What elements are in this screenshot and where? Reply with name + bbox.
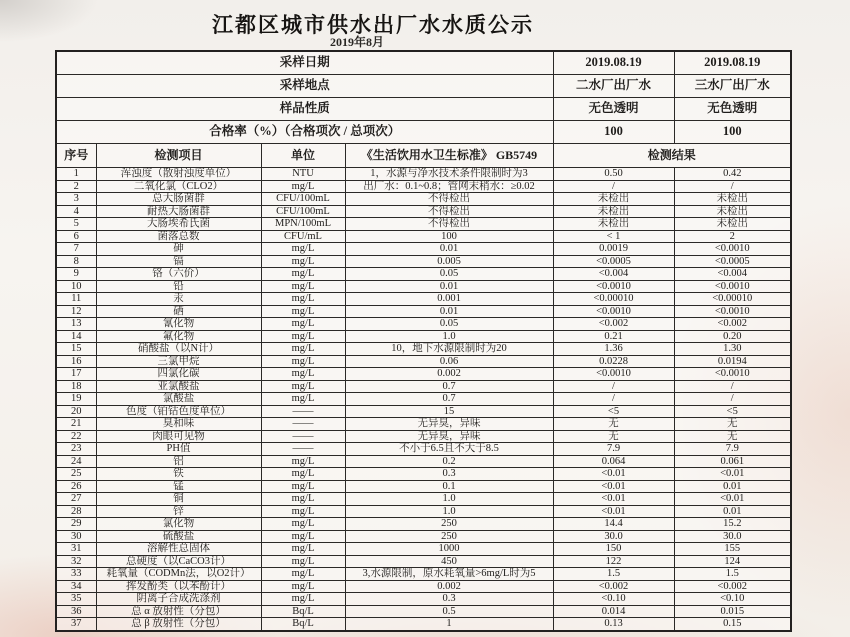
unit-cell: mg/L	[261, 268, 345, 281]
info-row-sample-date	[56, 51, 791, 75]
table-row	[56, 618, 791, 631]
unit-cell: mg/L	[261, 543, 345, 556]
result-plant2-cell: <5	[553, 405, 674, 418]
row-index-cell: 7	[56, 243, 96, 256]
result-plant2-cell: 无	[553, 418, 674, 431]
unit-cell: Bq/L	[261, 618, 345, 631]
result-plant3-cell: /	[674, 393, 791, 406]
row-index-cell: 21	[56, 418, 96, 431]
item-name-cell: 砷	[96, 243, 261, 256]
result-plant3-cell: <0.002	[674, 580, 791, 593]
item-name-cell: 肉眼可见物	[96, 430, 261, 443]
item-name-cell: 耗氧量（CODMn法，以O2计）	[96, 568, 261, 581]
table-body	[56, 51, 791, 631]
item-name-cell: 总大肠菌群	[96, 193, 261, 206]
standard-cell: 不得检出	[345, 218, 553, 231]
result-plant2-cell: <0.002	[553, 580, 674, 593]
unit-cell: mg/L	[261, 343, 345, 356]
item-name-cell: 硝酸盐（以N计）	[96, 343, 261, 356]
result-plant3-cell: 未检出	[674, 218, 791, 231]
result-plant3-cell: 0.01	[674, 505, 791, 518]
row-index-cell: 23	[56, 443, 96, 456]
item-name-cell: 二氧化氯（CLO2）	[96, 180, 261, 193]
result-plant2-cell: <0.0010	[553, 280, 674, 293]
item-name-cell: 浑浊度（散射浊度单位）	[96, 168, 261, 181]
result-plant3-cell: <0.0010	[674, 243, 791, 256]
standard-cell: 0.002	[345, 580, 553, 593]
row-index-cell: 35	[56, 593, 96, 606]
table-row	[56, 280, 791, 293]
standard-cell: 0.3	[345, 468, 553, 481]
row-index-cell: 16	[56, 355, 96, 368]
result-plant2-cell: 0.0019	[553, 243, 674, 256]
item-name-cell: 亚氯酸盐	[96, 380, 261, 393]
item-name-cell: 镉	[96, 255, 261, 268]
row-index-cell: 11	[56, 293, 96, 306]
standard-cell: 0.06	[345, 355, 553, 368]
row-index-cell: 28	[56, 505, 96, 518]
table-row	[56, 405, 791, 418]
standard-cell: 0.05	[345, 318, 553, 331]
unit-cell: mg/L	[261, 330, 345, 343]
result-plant3-cell: 155	[674, 543, 791, 556]
table-row	[56, 505, 791, 518]
table-row	[56, 605, 791, 618]
row-index-cell: 5	[56, 218, 96, 231]
standard-cell: 0.001	[345, 293, 553, 306]
standard-cell: 450	[345, 555, 553, 568]
result-plant2-cell: <0.002	[553, 318, 674, 331]
sample-date-plant3: 2019.08.19	[674, 51, 791, 75]
result-plant3-cell: <0.0010	[674, 280, 791, 293]
water-quality-table	[55, 50, 792, 632]
item-name-cell: 铬（六价）	[96, 268, 261, 281]
table-row	[56, 393, 791, 406]
table-row	[56, 205, 791, 218]
table-row	[56, 418, 791, 431]
result-plant3-cell: 无	[674, 418, 791, 431]
row-index-cell: 9	[56, 268, 96, 281]
standard-cell: 无异臭，异味	[345, 430, 553, 443]
item-name-cell: 挥发酚类（以苯酚计）	[96, 580, 261, 593]
unit-cell: mg/L	[261, 280, 345, 293]
standard-cell: 100	[345, 230, 553, 243]
result-plant2-cell: 122	[553, 555, 674, 568]
column-header-item: 检测项目	[96, 144, 261, 168]
row-index-cell: 20	[56, 405, 96, 418]
unit-cell: mg/L	[261, 368, 345, 381]
table-row	[56, 493, 791, 506]
result-plant3-cell: 0.15	[674, 618, 791, 631]
row-index-cell: 4	[56, 205, 96, 218]
item-name-cell: 四氯化碳	[96, 368, 261, 381]
row-index-cell: 15	[56, 343, 96, 356]
standard-cell: 0.5	[345, 605, 553, 618]
result-plant3-cell: <0.0005	[674, 255, 791, 268]
table-row	[56, 218, 791, 231]
result-plant3-cell: 0.061	[674, 455, 791, 468]
unit-cell: mg/L	[261, 580, 345, 593]
sample-nature-label: 样品性质	[56, 98, 553, 121]
unit-cell: mg/L	[261, 518, 345, 531]
item-name-cell: 氯酸盐	[96, 393, 261, 406]
result-plant2-cell: 0.0228	[553, 355, 674, 368]
row-index-cell: 25	[56, 468, 96, 481]
info-row-pass-rate	[56, 121, 791, 144]
result-plant3-cell: 1.30	[674, 343, 791, 356]
table-row	[56, 380, 791, 393]
unit-cell: mg/L	[261, 593, 345, 606]
table-row	[56, 480, 791, 493]
info-row-sample-location	[56, 75, 791, 98]
result-plant3-cell: 未检出	[674, 193, 791, 206]
unit-cell: mg/L	[261, 493, 345, 506]
table-row	[56, 293, 791, 306]
row-index-cell: 29	[56, 518, 96, 531]
table-row	[56, 580, 791, 593]
item-name-cell: 汞	[96, 293, 261, 306]
standard-cell: 1，水源与净水技术条件限制时为3	[345, 168, 553, 181]
result-plant2-cell: 0.21	[553, 330, 674, 343]
unit-cell: mg/L	[261, 355, 345, 368]
result-plant3-cell: 1.5	[674, 568, 791, 581]
table-row	[56, 355, 791, 368]
item-name-cell: 耐热大肠菌群	[96, 205, 261, 218]
row-index-cell: 17	[56, 368, 96, 381]
row-index-cell: 1	[56, 168, 96, 181]
standard-cell: 无异臭，异味	[345, 418, 553, 431]
sample-date-plant2: 2019.08.19	[553, 51, 674, 75]
table-row	[56, 330, 791, 343]
result-plant3-cell: 15.2	[674, 518, 791, 531]
row-index-cell: 19	[56, 393, 96, 406]
row-index-cell: 18	[56, 380, 96, 393]
standard-cell: 出厂水：0.1~0.8；管网末稍水：≥0.02	[345, 180, 553, 193]
result-plant3-cell: 0.01	[674, 480, 791, 493]
item-name-cell: 菌落总数	[96, 230, 261, 243]
standard-cell: 1.0	[345, 493, 553, 506]
item-name-cell: 总 β 放射性（分包）	[96, 618, 261, 631]
standard-cell: 0.01	[345, 305, 553, 318]
item-name-cell: 氰化物	[96, 318, 261, 331]
standard-cell: 1.0	[345, 505, 553, 518]
table-row	[56, 368, 791, 381]
standard-cell: 0.1	[345, 480, 553, 493]
table-row	[56, 168, 791, 181]
unit-cell: CFU/mL	[261, 230, 345, 243]
result-plant2-cell: <0.004	[553, 268, 674, 281]
item-name-cell: 大肠埃希氏菌	[96, 218, 261, 231]
result-plant2-cell: 30.0	[553, 530, 674, 543]
standard-cell: 不小于6.5且不大于8.5	[345, 443, 553, 456]
unit-cell: CFU/100mL	[261, 193, 345, 206]
sample-location-plant3: 三水厂出厂水	[674, 75, 791, 98]
item-name-cell: PH值	[96, 443, 261, 456]
standard-cell: 1	[345, 618, 553, 631]
row-index-cell: 36	[56, 605, 96, 618]
table-row	[56, 305, 791, 318]
unit-cell: mg/L	[261, 243, 345, 256]
unit-cell: mg/L	[261, 530, 345, 543]
result-plant3-cell: <0.01	[674, 468, 791, 481]
result-plant2-cell: <0.0010	[553, 368, 674, 381]
result-plant2-cell: 未检出	[553, 218, 674, 231]
standard-cell: 不得检出	[345, 193, 553, 206]
row-index-cell: 10	[56, 280, 96, 293]
table-row	[56, 568, 791, 581]
table-row	[56, 268, 791, 281]
sample-location-label: 采样地点	[56, 75, 553, 98]
result-plant3-cell: <0.0010	[674, 368, 791, 381]
table-row	[56, 255, 791, 268]
table-row	[56, 530, 791, 543]
standard-cell: 250	[345, 518, 553, 531]
standard-cell: 0.005	[345, 255, 553, 268]
row-index-cell: 34	[56, 580, 96, 593]
item-name-cell: 硒	[96, 305, 261, 318]
standard-cell: 0.2	[345, 455, 553, 468]
table-row	[56, 543, 791, 556]
result-plant3-cell: 0.20	[674, 330, 791, 343]
result-plant2-cell: 无	[553, 430, 674, 443]
result-plant2-cell: <0.01	[553, 468, 674, 481]
unit-cell: mg/L	[261, 555, 345, 568]
item-name-cell: 铝	[96, 455, 261, 468]
standard-cell: 0.7	[345, 380, 553, 393]
row-index-cell: 30	[56, 530, 96, 543]
result-plant2-cell: 0.014	[553, 605, 674, 618]
standard-cell: 1.0	[345, 330, 553, 343]
unit-cell: mg/L	[261, 505, 345, 518]
result-plant2-cell: 未检出	[553, 193, 674, 206]
result-plant2-cell: <0.01	[553, 505, 674, 518]
standard-cell: 0.05	[345, 268, 553, 281]
result-plant2-cell: /	[553, 393, 674, 406]
column-header-index: 序号	[56, 144, 96, 168]
result-plant2-cell: 14.4	[553, 518, 674, 531]
table-row	[56, 318, 791, 331]
result-plant2-cell: < 1	[553, 230, 674, 243]
result-plant3-cell: /	[674, 180, 791, 193]
row-index-cell: 8	[56, 255, 96, 268]
result-plant2-cell: 未检出	[553, 205, 674, 218]
result-plant3-cell: 7.9	[674, 443, 791, 456]
unit-cell: mg/L	[261, 455, 345, 468]
item-name-cell: 锌	[96, 505, 261, 518]
column-header-results: 检测结果	[553, 144, 791, 168]
standard-cell: 0.7	[345, 393, 553, 406]
table-row	[56, 443, 791, 456]
result-plant2-cell: 0.064	[553, 455, 674, 468]
unit-cell: CFU/100mL	[261, 205, 345, 218]
row-index-cell: 22	[56, 430, 96, 443]
unit-cell: mg/L	[261, 380, 345, 393]
result-plant3-cell: 无	[674, 430, 791, 443]
item-name-cell: 铁	[96, 468, 261, 481]
standard-cell: 10，地下水源限制时为20	[345, 343, 553, 356]
result-plant3-cell: <5	[674, 405, 791, 418]
unit-cell: mg/L	[261, 255, 345, 268]
column-header-standard: 《生活饮用水卫生标准》 GB5749	[345, 144, 553, 168]
standard-cell: 0.01	[345, 243, 553, 256]
result-plant2-cell: <0.10	[553, 593, 674, 606]
table-row	[56, 343, 791, 356]
result-plant2-cell: /	[553, 180, 674, 193]
result-plant2-cell: 7.9	[553, 443, 674, 456]
item-name-cell: 总 α 放射性（分包）	[96, 605, 261, 618]
sample-nature-plant2: 无色透明	[553, 98, 674, 121]
standard-cell: 不得检出	[345, 205, 553, 218]
unit-cell: mg/L	[261, 393, 345, 406]
page-title: 江都区城市供水出厂水水质公示	[212, 13, 534, 37]
result-plant3-cell: 2	[674, 230, 791, 243]
pass-rate-plant2: 100	[553, 121, 674, 144]
result-plant2-cell: 0.13	[553, 618, 674, 631]
standard-cell: 0.3	[345, 593, 553, 606]
row-index-cell: 33	[56, 568, 96, 581]
result-plant3-cell: <0.002	[674, 318, 791, 331]
table-row	[56, 243, 791, 256]
row-index-cell: 37	[56, 618, 96, 631]
standard-cell: 3,水源限制，原水耗氧量>6mg/L时为5	[345, 568, 553, 581]
table-row	[56, 468, 791, 481]
row-index-cell: 26	[56, 480, 96, 493]
result-plant3-cell: /	[674, 380, 791, 393]
result-plant3-cell: 未检出	[674, 205, 791, 218]
row-index-cell: 3	[56, 193, 96, 206]
item-name-cell: 锰	[96, 480, 261, 493]
result-plant2-cell: 150	[553, 543, 674, 556]
row-index-cell: 6	[56, 230, 96, 243]
standard-cell: 0.01	[345, 280, 553, 293]
pass-rate-label: 合格率（%）（合格项次 / 总项次）	[56, 121, 553, 144]
result-plant2-cell: <0.0005	[553, 255, 674, 268]
column-header-row	[56, 144, 791, 168]
item-name-cell: 色度（铂钴色度单位）	[96, 405, 261, 418]
result-plant2-cell: <0.0010	[553, 305, 674, 318]
standard-cell: 250	[345, 530, 553, 543]
result-plant3-cell: 0.0194	[674, 355, 791, 368]
standard-cell: 15	[345, 405, 553, 418]
unit-cell: MPN/100mL	[261, 218, 345, 231]
item-name-cell: 氯化物	[96, 518, 261, 531]
result-plant3-cell: 124	[674, 555, 791, 568]
item-name-cell: 阴离子合成洗涤剂	[96, 593, 261, 606]
unit-cell: NTU	[261, 168, 345, 181]
result-plant2-cell: <0.00010	[553, 293, 674, 306]
result-plant3-cell: <0.01	[674, 493, 791, 506]
result-plant3-cell: <0.004	[674, 268, 791, 281]
row-index-cell: 24	[56, 455, 96, 468]
sample-date-label: 采样日期	[56, 51, 553, 75]
result-plant2-cell: 1.5	[553, 568, 674, 581]
unit-cell: mg/L	[261, 305, 345, 318]
row-index-cell: 27	[56, 493, 96, 506]
table-row	[56, 593, 791, 606]
item-name-cell: 臭和味	[96, 418, 261, 431]
unit-cell: ——	[261, 443, 345, 456]
standard-cell: 0.002	[345, 368, 553, 381]
column-header-unit: 单位	[261, 144, 345, 168]
result-plant3-cell: 0.015	[674, 605, 791, 618]
result-plant3-cell: 0.42	[674, 168, 791, 181]
unit-cell: mg/L	[261, 568, 345, 581]
unit-cell: mg/L	[261, 318, 345, 331]
result-plant3-cell: 30.0	[674, 530, 791, 543]
table-row	[56, 555, 791, 568]
sample-nature-plant3: 无色透明	[674, 98, 791, 121]
table-row	[56, 180, 791, 193]
unit-cell: ——	[261, 418, 345, 431]
row-index-cell: 14	[56, 330, 96, 343]
item-name-cell: 铜	[96, 493, 261, 506]
standard-cell: 1000	[345, 543, 553, 556]
result-plant3-cell: <0.00010	[674, 293, 791, 306]
result-plant2-cell: 1.36	[553, 343, 674, 356]
table-row	[56, 455, 791, 468]
table-row	[56, 193, 791, 206]
result-plant2-cell: /	[553, 380, 674, 393]
unit-cell: mg/L	[261, 180, 345, 193]
unit-cell: Bq/L	[261, 605, 345, 618]
item-name-cell: 硫酸盐	[96, 530, 261, 543]
result-plant3-cell: <0.10	[674, 593, 791, 606]
table-row	[56, 430, 791, 443]
row-index-cell: 31	[56, 543, 96, 556]
unit-cell: ——	[261, 430, 345, 443]
result-plant2-cell: <0.01	[553, 493, 674, 506]
info-row-sample-nature	[56, 98, 791, 121]
page-subtitle: 2019年8月	[330, 35, 385, 49]
table-row	[56, 518, 791, 531]
item-name-cell: 总硬度（以CaCO3计）	[96, 555, 261, 568]
result-plant3-cell: <0.0010	[674, 305, 791, 318]
table-row	[56, 230, 791, 243]
unit-cell: mg/L	[261, 468, 345, 481]
unit-cell: mg/L	[261, 293, 345, 306]
result-plant2-cell: <0.01	[553, 480, 674, 493]
row-index-cell: 12	[56, 305, 96, 318]
row-index-cell: 2	[56, 180, 96, 193]
pass-rate-plant3: 100	[674, 121, 791, 144]
row-index-cell: 13	[56, 318, 96, 331]
unit-cell: ——	[261, 405, 345, 418]
item-name-cell: 氟化物	[96, 330, 261, 343]
item-name-cell: 三氯甲烷	[96, 355, 261, 368]
item-name-cell: 铅	[96, 280, 261, 293]
sample-location-plant2: 二水厂出厂水	[553, 75, 674, 98]
unit-cell: mg/L	[261, 480, 345, 493]
item-name-cell: 溶解性总固体	[96, 543, 261, 556]
row-index-cell: 32	[56, 555, 96, 568]
result-plant2-cell: 0.50	[553, 168, 674, 181]
